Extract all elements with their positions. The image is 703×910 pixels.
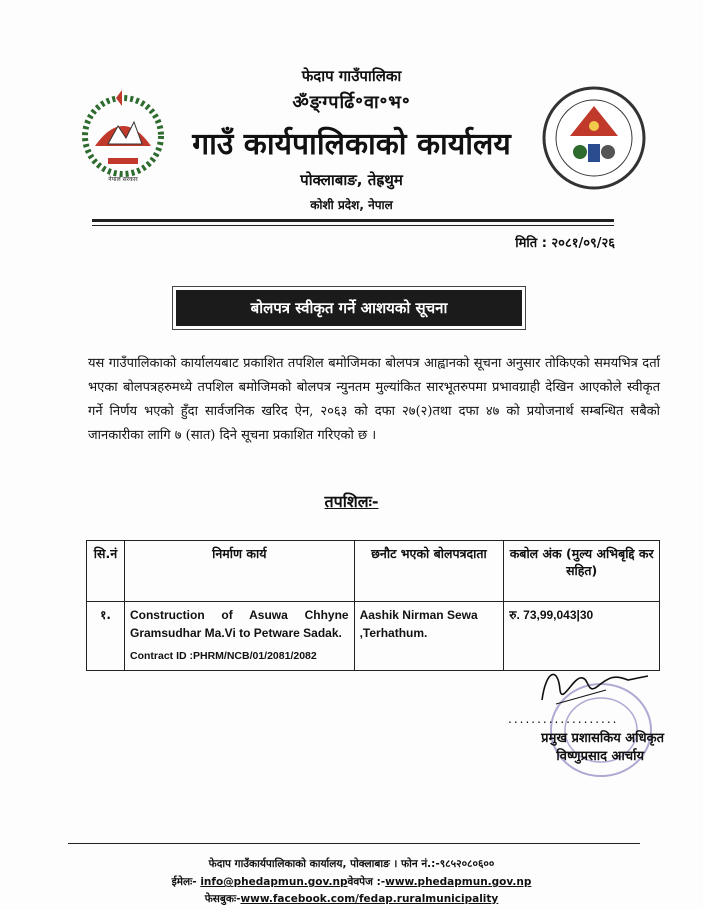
email-link[interactable]: info@phedapmun.gov.np: [200, 876, 348, 888]
cell-work: [124, 602, 354, 671]
office-sanskrit-line: ॐङ्ग्पर्ढि॰वा॰भ॰: [292, 92, 411, 113]
col-header-sn: सि.नं: [87, 541, 125, 602]
footer-rule: [68, 843, 640, 844]
website-link[interactable]: www.phedapmun.gov.np: [385, 876, 532, 888]
header-rule-thick: [92, 219, 614, 222]
handwritten-signature: [536, 660, 656, 710]
bid-amount: रु. 73,99,043|30: [509, 608, 594, 622]
signature-line: ...................: [508, 712, 619, 726]
work-description: Construction of Asuwa Chhyne Gramsudhar Ma.Vi to Petware Sadak.: [129, 608, 349, 640]
office-province: कोशी प्रदेश, नेपाल: [310, 198, 393, 212]
bidder-name: Aashik Nirman Sewa ,Terhathum.: [359, 608, 478, 640]
office-title: गाउँ कार्यपालिकाको कार्यालय: [192, 127, 511, 162]
contract-id: Contract ID :PHRM/NCB/01/2081/2082: [129, 650, 317, 662]
details-heading: तपशिलः-: [324, 492, 379, 511]
emblem-caption: नेपाल सरकार: [108, 176, 138, 183]
email-label: ईमेलः-: [171, 876, 201, 888]
notice-banner: बोलपत्र स्वीकृत गर्ने आशयको सूचना: [176, 290, 522, 326]
award-table: [86, 540, 660, 671]
office-location: पोक्लाबाङ, तेह्रथुम: [300, 171, 403, 189]
col-header-bidder: छनौट भएको बोलपत्रदाता: [354, 541, 504, 602]
cell-bidder: [354, 602, 504, 671]
notice-date: मिति : २०८१/०९/२६: [515, 236, 615, 251]
col-header-work: निर्माण कार्य: [124, 541, 354, 602]
footer-social: [0, 892, 703, 906]
website-label: वेवपेज :-: [347, 876, 386, 888]
footer-address: फेदाप गाउँकार्यपालिकाको कार्यालय, पोक्लाबाङ । फोन नं.:-९८५२०८०६००: [208, 858, 495, 870]
signatory-title: प्रमुख प्रशासकिय अधिकृत: [541, 731, 664, 746]
footer-contact: [0, 875, 703, 889]
municipality-name: फेदाप गाउँपालिका: [301, 67, 402, 85]
notice-paragraph: यस गाउँपालिकाको कार्यालयबाट प्रकाशित तपशिल बमोजिमका बोलपत्र आह्वानको सूचना अनुसार तोकिएको समयभित्र दर्ता भएका बोलपत्रहरुमध्ये तपशिल बमोजिमको बोलपत्र न्युनतम मुल्यांकित सारभूतरुपमा प्रभावग्राही देखिन आएकोले स्वीकृत गर्ने निर्णय भएको हुँदा सार्वजनिक खरिद ऐन, २०६३ को दफा २७(२)तथा दफा ४७ को प्रयोजनार्थ सम्बन्धित सबैको जानकारीका लागि ७ (सात) दिने सूचना प्रकाशित गरिएको छ ।: [88, 356, 660, 443]
header-rule-thin: [92, 225, 614, 226]
table-header-row: [87, 541, 660, 602]
cell-sn: १.: [87, 602, 125, 671]
signatory-name: विष्णुप्रसाद आर्चाय: [556, 749, 644, 764]
facebook-label: फेसबुकः-: [204, 893, 241, 905]
facebook-link[interactable]: www.facebook.com/fedap.ruralmunicipality: [240, 893, 499, 905]
col-header-amount: कबोल अंक (मुल्य अभिबृद्दि कर सहित): [504, 541, 660, 602]
